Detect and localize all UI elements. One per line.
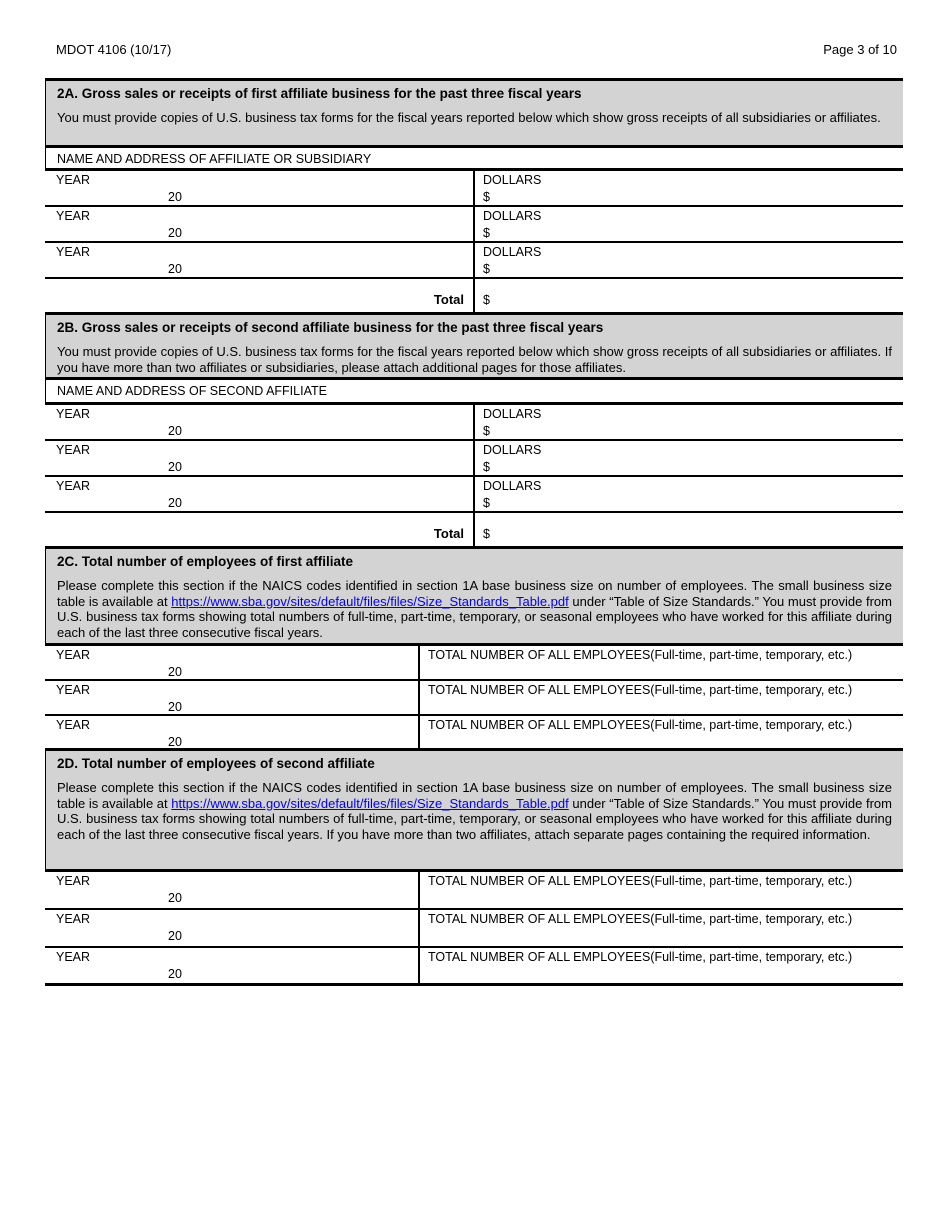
total-row bbox=[45, 513, 903, 549]
year-input[interactable] bbox=[45, 681, 420, 714]
total-dollars-input[interactable] bbox=[475, 279, 903, 312]
year-prefix: 20 bbox=[168, 460, 182, 474]
section-2d-header bbox=[45, 751, 903, 872]
total-label-cell bbox=[45, 513, 475, 546]
year-label: YEAR bbox=[56, 209, 91, 223]
page-header bbox=[56, 42, 897, 57]
year-input[interactable] bbox=[45, 716, 420, 748]
total-label-cell bbox=[45, 279, 475, 312]
section-2c-description bbox=[57, 578, 892, 640]
section-2d-description bbox=[57, 780, 892, 842]
year-input[interactable] bbox=[45, 872, 420, 908]
second-affiliate-name-label: NAME AND ADDRESS OF SECOND AFFILIATE bbox=[57, 384, 327, 398]
total-label: Total bbox=[433, 292, 464, 307]
year-input[interactable] bbox=[45, 646, 420, 679]
year-prefix: 20 bbox=[168, 700, 182, 714]
employees-label: TOTAL NUMBER OF ALL EMPLOYEES(Full-time, part-time, temporary, etc.) bbox=[428, 874, 853, 888]
fiscal-year-row bbox=[45, 171, 903, 207]
dollars-input[interactable] bbox=[475, 171, 903, 205]
dollar-sign: $ bbox=[483, 226, 490, 240]
employee-year-row bbox=[45, 646, 903, 681]
year-input[interactable] bbox=[45, 441, 475, 475]
dollars-label: DOLLARS bbox=[483, 209, 542, 223]
dollar-sign: $ bbox=[483, 527, 490, 541]
dollars-input[interactable] bbox=[475, 207, 903, 241]
year-label: YEAR bbox=[56, 245, 91, 259]
section-2b bbox=[45, 315, 903, 549]
employee-count-input[interactable] bbox=[420, 681, 903, 714]
section-2a-description: You must provide copies of U.S. business tax forms for the fiscal years reported below which show gross receipts of all subsidiaries or affiliates. bbox=[57, 110, 881, 125]
employees-label: TOTAL NUMBER OF ALL EMPLOYEES(Full-time, part-time, temporary, etc.) bbox=[428, 648, 853, 662]
year-input[interactable] bbox=[45, 910, 420, 946]
dollars-label: DOLLARS bbox=[483, 407, 542, 421]
total-label: Total bbox=[433, 526, 464, 541]
year-label: YEAR bbox=[56, 479, 91, 493]
year-input[interactable] bbox=[45, 477, 475, 511]
year-prefix: 20 bbox=[168, 262, 182, 276]
section-2c-header bbox=[45, 549, 903, 646]
year-label: YEAR bbox=[56, 718, 91, 732]
dollars-label: DOLLARS bbox=[483, 443, 542, 457]
section-2d-title: 2D. Total number of employees of second affiliate bbox=[57, 756, 375, 771]
employees-label: TOTAL NUMBER OF ALL EMPLOYEES(Full-time, part-time, temporary, etc.) bbox=[428, 912, 853, 926]
section-2b-title: 2B. Gross sales or receipts of second affiliate business for the past three fiscal years bbox=[57, 320, 604, 335]
year-prefix: 20 bbox=[168, 929, 182, 943]
employee-year-row bbox=[45, 872, 903, 910]
year-label: YEAR bbox=[56, 648, 91, 662]
employees-label: TOTAL NUMBER OF ALL EMPLOYEES(Full-time, part-time, temporary, etc.) bbox=[428, 950, 853, 964]
fiscal-year-row bbox=[45, 477, 903, 513]
year-input[interactable] bbox=[45, 207, 475, 241]
section-2c bbox=[45, 549, 903, 751]
year-prefix: 20 bbox=[168, 190, 182, 204]
description-text: under “Table of Size Standards.” You must provide from U.S. business tax forms showing total numbers of full-time, part-time, temporary, or seasonal employees who have worked for this affiliate during each of the last three consecutive fiscal years. If you have more than two affiliates, attach separate pages containing the required information. bbox=[57, 795, 892, 842]
total-dollars-input[interactable] bbox=[475, 513, 903, 546]
section-2a bbox=[45, 81, 903, 315]
dollar-sign: $ bbox=[483, 496, 490, 510]
section-2b-description: You must provide copies of U.S. business tax forms for the fiscal years reported below which show gross receipts of all subsidiaries or affiliates. If you have more than two affiliates or subsidiaries, please attach additional pages for those affiliates. bbox=[57, 344, 892, 375]
year-prefix: 20 bbox=[168, 891, 182, 905]
dollars-label: DOLLARS bbox=[483, 245, 542, 259]
section-2c-title: 2C. Total number of employees of first affiliate bbox=[57, 554, 354, 569]
year-prefix: 20 bbox=[168, 424, 182, 438]
fiscal-year-row bbox=[45, 207, 903, 243]
page-number: Page 3 of 10 bbox=[823, 42, 897, 57]
total-row bbox=[45, 279, 903, 315]
employees-label: TOTAL NUMBER OF ALL EMPLOYEES(Full-time, part-time, temporary, etc.) bbox=[428, 683, 853, 697]
dollar-sign: $ bbox=[483, 262, 490, 276]
second-affiliate-name-field[interactable] bbox=[45, 380, 903, 405]
sba-size-standards-link[interactable]: https://www.sba.gov/sites/default/files/files/Size_Standards_Table.pdf bbox=[171, 593, 569, 609]
dollar-sign: $ bbox=[483, 424, 490, 438]
dollar-sign: $ bbox=[483, 293, 490, 307]
employees-label: TOTAL NUMBER OF ALL EMPLOYEES(Full-time, part-time, temporary, etc.) bbox=[428, 718, 853, 732]
year-label: YEAR bbox=[56, 173, 91, 187]
year-label: YEAR bbox=[56, 407, 91, 421]
dollar-sign: $ bbox=[483, 190, 490, 204]
year-input[interactable] bbox=[45, 948, 420, 983]
dollars-input[interactable] bbox=[475, 477, 903, 511]
year-input[interactable] bbox=[45, 243, 475, 277]
dollar-sign: $ bbox=[483, 460, 490, 474]
dollars-label: DOLLARS bbox=[483, 479, 542, 493]
description-text: under “Table of Size Standards.” You must provide from U.S. business tax forms showing total numbers of full-time, part-time, temporary, or seasonal employees who have worked for this affiliate during each of the last three consecutive fiscal years. bbox=[57, 593, 892, 640]
section-2b-header bbox=[45, 315, 903, 380]
year-label: YEAR bbox=[56, 950, 91, 964]
employee-year-row bbox=[45, 910, 903, 948]
employee-count-input[interactable] bbox=[420, 646, 903, 679]
section-2a-header bbox=[45, 81, 903, 148]
employee-year-row bbox=[45, 681, 903, 716]
employee-count-input[interactable] bbox=[420, 872, 903, 908]
dollars-label: DOLLARS bbox=[483, 173, 542, 187]
fiscal-year-row bbox=[45, 441, 903, 477]
year-label: YEAR bbox=[56, 683, 91, 697]
employee-count-input[interactable] bbox=[420, 716, 903, 748]
affiliate-name-label: NAME AND ADDRESS OF AFFILIATE OR SUBSIDIARY bbox=[57, 152, 372, 166]
year-label: YEAR bbox=[56, 443, 91, 457]
affiliate-name-field[interactable] bbox=[45, 148, 903, 171]
fiscal-year-row bbox=[45, 243, 903, 279]
employee-count-input[interactable] bbox=[420, 948, 903, 983]
year-prefix: 20 bbox=[168, 665, 182, 679]
employee-count-input[interactable] bbox=[420, 910, 903, 946]
year-prefix: 20 bbox=[168, 226, 182, 240]
section-2a-title: 2A. Gross sales or receipts of first affiliate business for the past three fiscal years bbox=[57, 86, 582, 101]
fiscal-year-row bbox=[45, 405, 903, 441]
year-prefix: 20 bbox=[168, 735, 182, 749]
year-prefix: 20 bbox=[168, 496, 182, 510]
year-label: YEAR bbox=[56, 874, 91, 888]
description-text: Please complete this section if the NAICS codes identified in section 1A base business size on number of employees. The small business size table is available at bbox=[57, 780, 892, 811]
year-input[interactable] bbox=[45, 171, 475, 205]
dollars-input[interactable] bbox=[475, 243, 903, 277]
year-prefix: 20 bbox=[168, 967, 182, 981]
employee-year-row bbox=[45, 948, 903, 986]
year-input[interactable] bbox=[45, 405, 475, 439]
employee-year-row bbox=[45, 716, 903, 751]
dollars-input[interactable] bbox=[475, 441, 903, 475]
dollars-input[interactable] bbox=[475, 405, 903, 439]
form-number: MDOT 4106 (10/17) bbox=[56, 42, 172, 57]
description-text: Please complete this section if the NAICS codes identified in section 1A base business size on number of employees. The small business size table is available at bbox=[57, 578, 892, 609]
form-body bbox=[45, 78, 903, 986]
year-label: YEAR bbox=[56, 912, 91, 926]
sba-size-standards-link[interactable]: https://www.sba.gov/sites/default/files/files/Size_Standards_Table.pdf bbox=[171, 795, 569, 811]
section-2d bbox=[45, 751, 903, 986]
